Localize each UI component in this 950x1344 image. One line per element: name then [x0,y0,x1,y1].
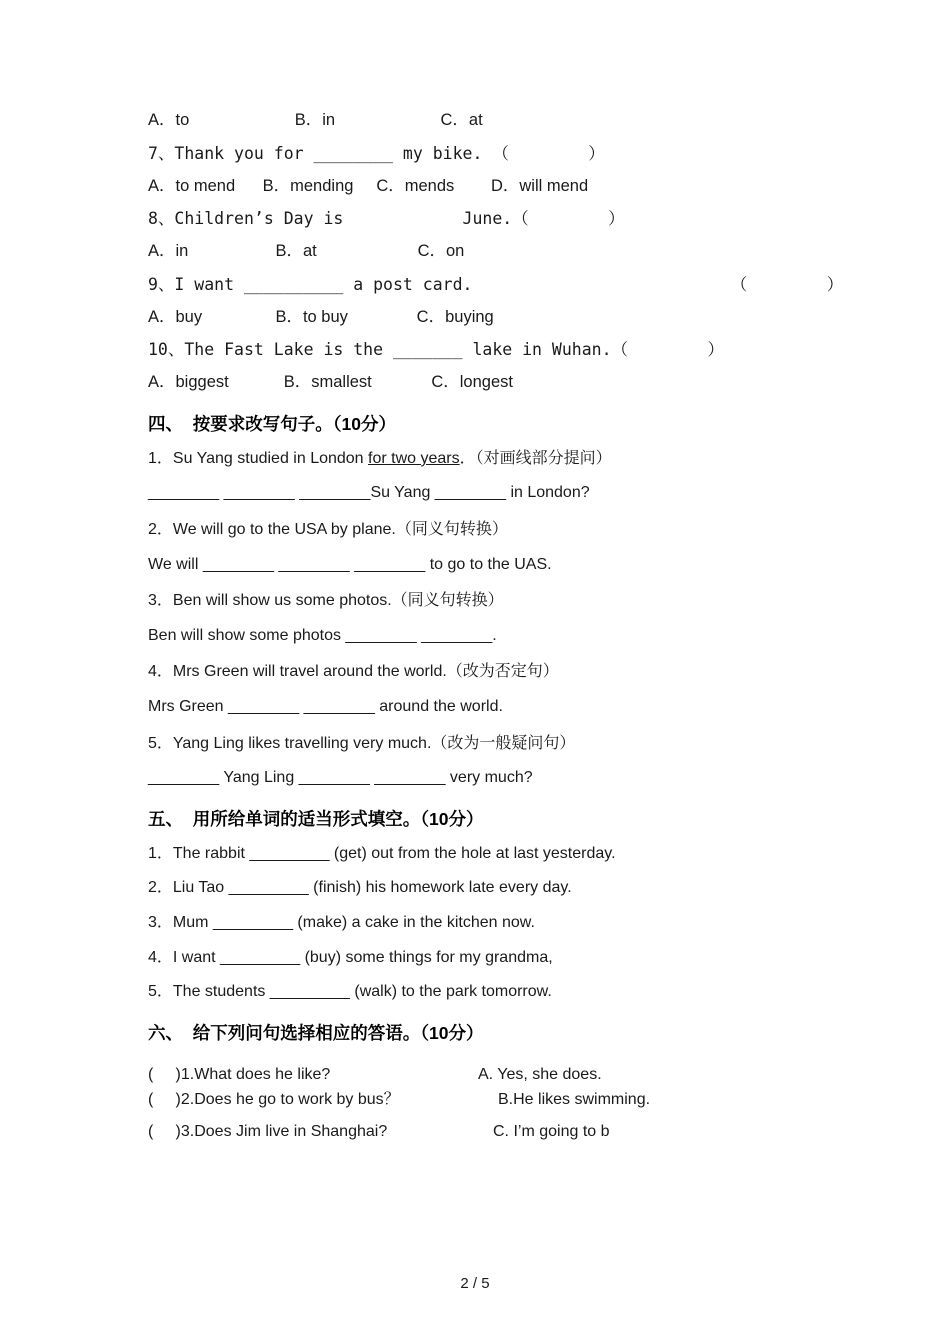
question-9-options: A．buy B．to buy C．buying [148,307,494,326]
match-question-3: ( )3.Does Jim live in Shanghai? [148,1123,388,1141]
match-answer-1: A. Yes, she does. [478,1065,602,1083]
top-choice-line: A．to B．in C．at [148,111,483,129]
match-answer-2: B.He likes swimming. [498,1090,651,1108]
section-six-match-list [148,1063,802,1145]
section-four-item-3-answer: Ben will show some photos ________ ________. [148,626,497,644]
section-five-item-1: 1．The rabbit _________ (get) out from the hole at last yesterday. [148,844,616,862]
section-five-item-3: 3．Mum _________ (make) a cake in the kitchen now. [148,914,535,932]
match-row [148,1120,802,1145]
q1-pre: 1．Su Yang studied in London [148,449,369,467]
section-five-item-5: 5．The students _________ (walk) to the park tomorrow. [148,983,552,1001]
question-10-options: A．biggest B．smallest C．longest [148,373,513,392]
match-question-1: ( )1.What does he like? [148,1065,331,1083]
section-four-item-5-question: 5．Yang Ling likes travelling very much.（改为一般疑问句） [148,734,576,752]
section-five-title: 五、 用所给单词的适当形式填空。（10分） [148,808,484,829]
section-four-item-1-answer: ________ ________ ________Su Yang ________ in London? [148,484,590,502]
section-four-title: 四、 按要求改写句子。（10分） [148,413,396,434]
question-8-options: A．in B．at C．on [148,242,465,261]
section-four-item-2-question: 2．We will go to the USA by plane.（同义句转换） [148,521,508,539]
question-7-stem: 7、Thank you for ________ my bike. （ ） [148,143,605,163]
match-row [148,1063,802,1088]
question-7-options: A．to mend B．mending C．mends D．will mend [148,176,589,195]
page-number: 2 / 5 [460,1275,490,1292]
section-four-item-4-answer: Mrs Green ________ ________ around the world. [148,698,503,716]
match-question-2: ( )2.Does he go to work by bus？ [148,1090,400,1108]
section-four-item-5-answer: ________ Yang Ling ________ ________ very much? [148,769,533,787]
question-10-stem: 10、The Fast Lake is the _______ lake in Wuhan.（ ） [148,340,724,360]
match-answer-3: C. I’m going to b [493,1123,610,1141]
section-five-item-4: 4．I want _________ (buy) some things for my grandma, [148,948,553,966]
section-four-item-4-question: 4．Mrs Green will travel around the world.（改为否定句） [148,663,559,681]
match-row [148,1088,802,1113]
section-five-item-2: 2．Liu Tao _________ (finish) his homework late every day. [148,879,572,897]
section-four-item-3-question: 3．Ben will show us some photos.（同义句转换） [148,592,504,610]
q1-underlined: for two years [368,449,460,467]
q1-post: ．（对画线部分提问） [459,449,612,467]
question-9-stem: 9、I want __________ a post card. （ ） [148,274,844,294]
question-8-stem: 8、Children’s Day is June.（ ） [148,209,625,229]
section-six-title: 六、 给下列问句选择相应的答语。（10分） [148,1022,484,1043]
section-four-item-1-question [148,448,802,470]
section-four-item-2-answer: We will ________ ________ ________ to go to the UAS. [148,555,552,573]
